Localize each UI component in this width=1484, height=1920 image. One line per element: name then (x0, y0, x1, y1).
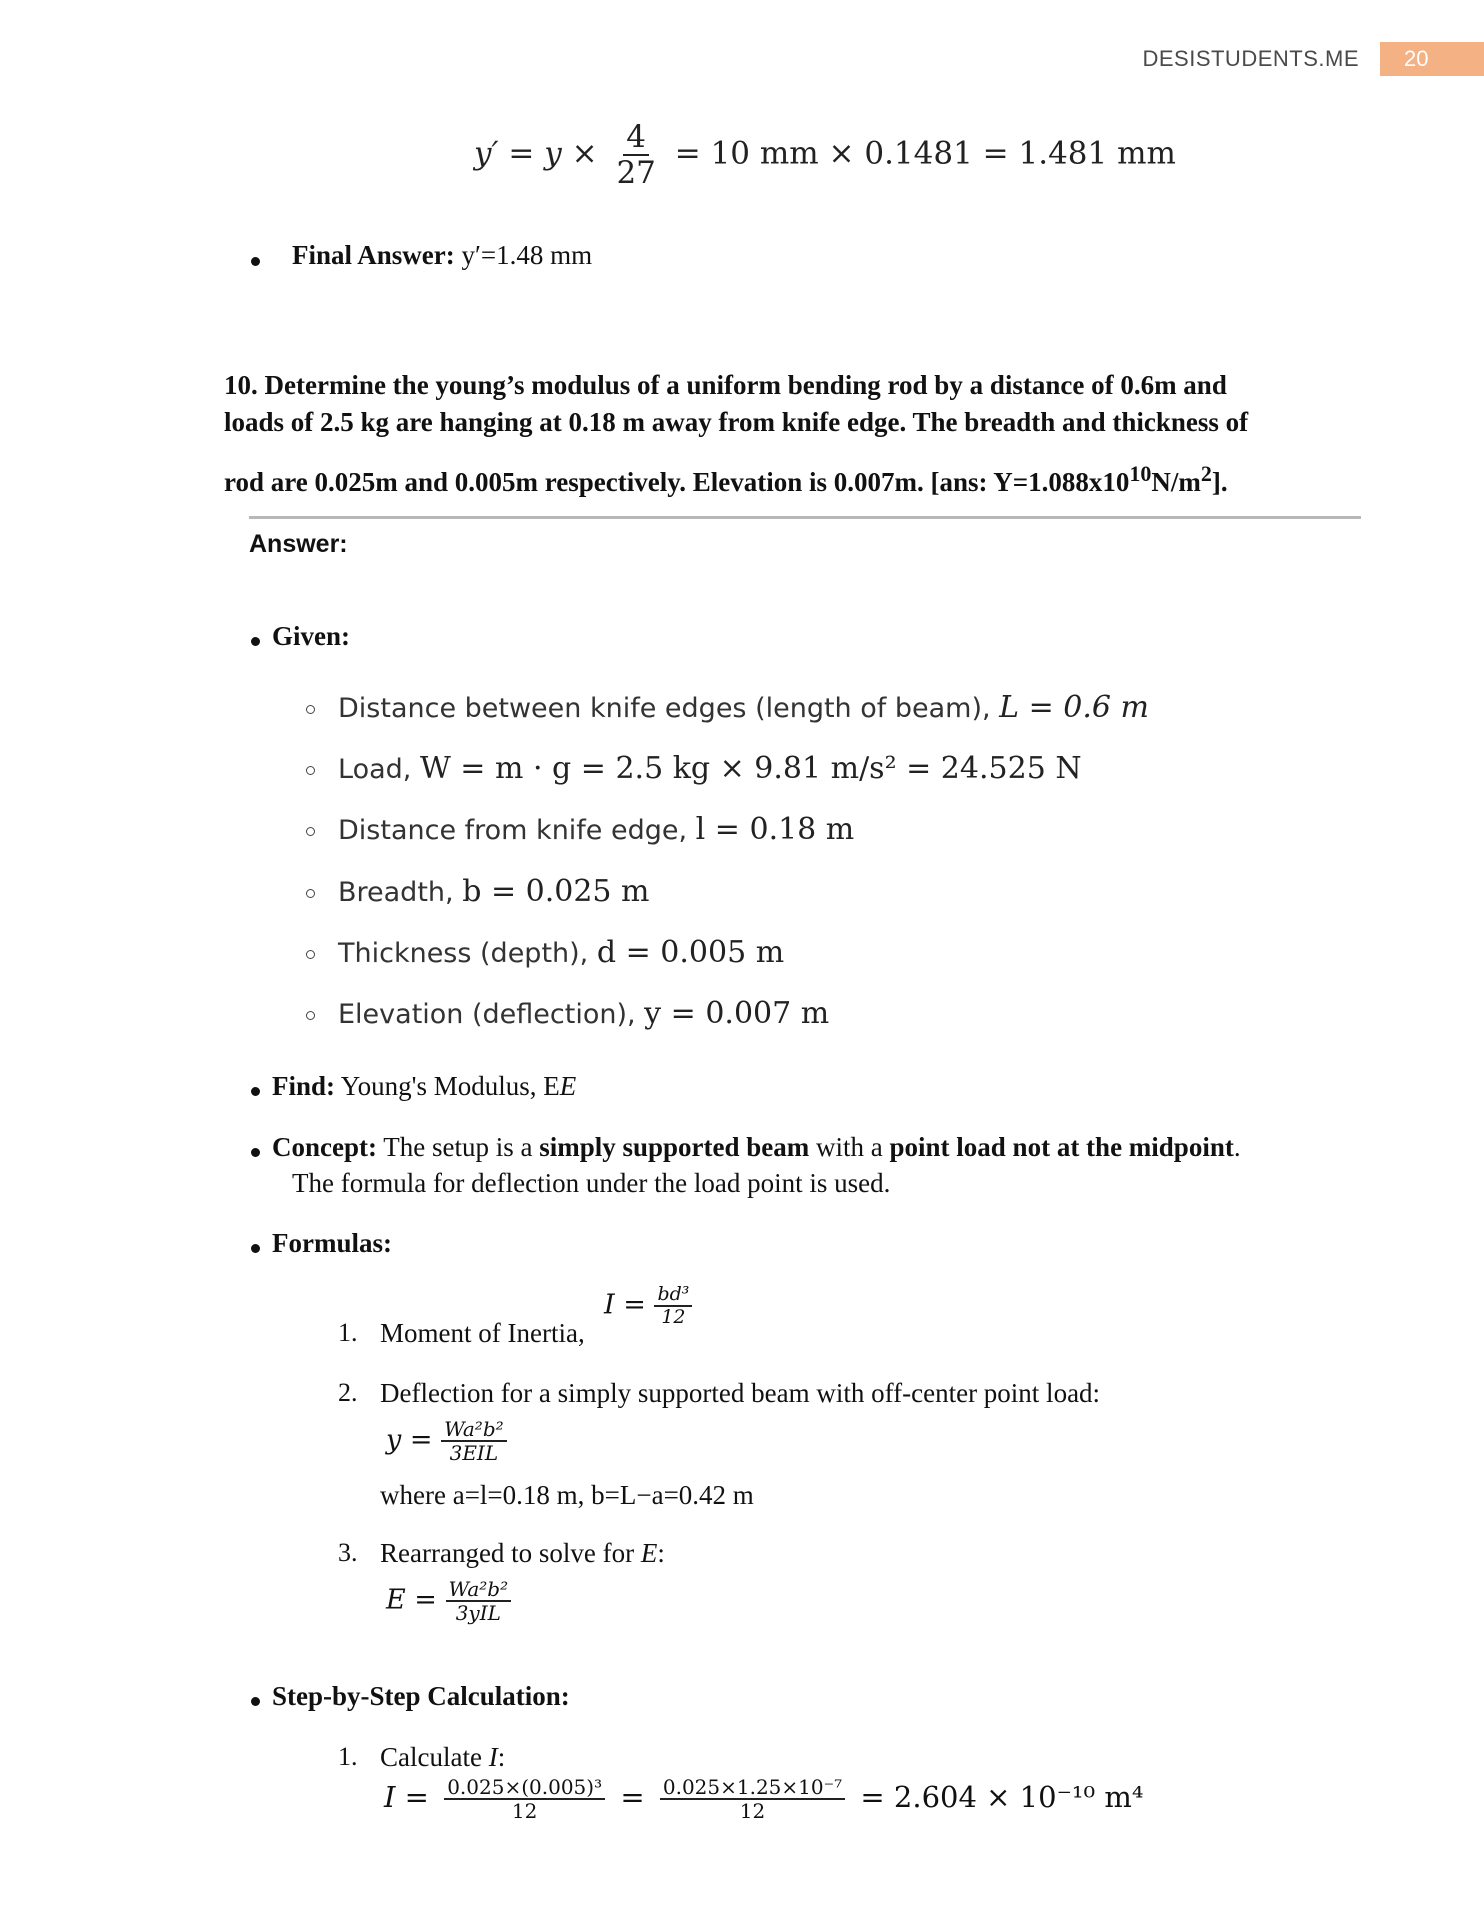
concept-line (272, 1132, 1241, 1163)
divider (249, 516, 1361, 519)
fraction-denominator: 12 (511, 1799, 538, 1823)
formula-variable: E (640, 1538, 658, 1568)
given-item (338, 874, 649, 909)
site-name: DESISTUDENTS.ME (1142, 46, 1359, 71)
concept-label: Concept: (272, 1132, 377, 1162)
formula-text: Rearranged to solve for (380, 1538, 641, 1568)
bullet-icon (251, 257, 260, 266)
superscript: 10 (1129, 461, 1152, 486)
fraction-numerator: Wa²b² (441, 1418, 507, 1442)
fraction-numerator: bd³ (654, 1284, 692, 1307)
question-text-part: ]. (1211, 467, 1228, 497)
previous-equation (474, 120, 1176, 190)
circle-bullet-icon (306, 1011, 315, 1020)
formula-fraction (441, 1418, 507, 1464)
given-item (338, 751, 1082, 786)
concept-text: . (1233, 1132, 1241, 1162)
circle-bullet-icon (306, 889, 315, 898)
concept-line-2: The formula for deflection under the load point is used. (292, 1168, 891, 1198)
formula-3-math (386, 1578, 511, 1624)
concept-bold: simply supported beam (539, 1132, 810, 1162)
circle-bullet-icon (306, 705, 315, 714)
formula-lhs: y = (386, 1424, 433, 1456)
find-variable: E (559, 1071, 577, 1101)
concept-bold: point load not at the midpoint (889, 1132, 1234, 1162)
fraction-numerator: 0.025×(0.005)³ (444, 1776, 605, 1800)
given-item (338, 690, 1149, 725)
formula-lhs: E = (386, 1584, 437, 1616)
find-label: Find: (272, 1071, 336, 1101)
formula-1-text: Moment of Inertia, (380, 1318, 585, 1348)
given-item-math: d = 0.005 m (596, 935, 785, 970)
formula-fraction (446, 1578, 512, 1624)
question-text-part: N/m (1151, 467, 1201, 497)
list-number: 1. (338, 1742, 358, 1771)
formulas-label: Formulas: (272, 1228, 392, 1258)
given-item (338, 935, 784, 970)
question-text-part: rod are 0.025m and 0.005m respectively. Elevation is 0.007m. [ans: Y=1.088x10 (224, 467, 1130, 497)
question-line: 10. Determine the young’s modulus of a uniform bending rod by a distance of 0.6m and (224, 370, 1227, 400)
given-item-text: Breadth, (338, 877, 463, 908)
step-1-math (384, 1776, 1143, 1822)
page-number-badge: 20 (1380, 42, 1484, 76)
bullet-icon (251, 1087, 260, 1096)
formula-1-math (604, 1284, 692, 1328)
concept-text: The setup is a (376, 1132, 540, 1162)
given-item-math: b = 0.025 m (462, 874, 650, 909)
question-line (224, 455, 1334, 501)
formula-2-text: Deflection for a simply supported beam with off-center point load: (380, 1378, 1101, 1408)
question-line: loads of 2.5 kg are hanging at 0.18 m away from knife edge. The breadth and thickness of (224, 407, 1249, 437)
given-item-math: W = m · g = 2.5 kg × 9.81 m/s² = 24.525 N (419, 751, 1082, 786)
fraction-numerator: 0.025×1.25×10⁻⁷ (660, 1776, 845, 1800)
final-answer-value: y′=1.48 mm (454, 240, 593, 270)
list-number: 1. (338, 1318, 358, 1347)
formula-2-where: where a=l=0.18 m, b=L−a=0.42 m (380, 1480, 754, 1510)
formula-lhs: I = (604, 1289, 646, 1321)
circle-bullet-icon (306, 950, 315, 959)
given-item-math: l = 0.18 m (695, 812, 855, 847)
question-text (224, 367, 1334, 501)
find-line (272, 1071, 576, 1102)
equals-sign: = (620, 1780, 645, 1814)
step-fraction (660, 1776, 845, 1822)
list-number: 2. (338, 1378, 358, 1407)
step-fraction (444, 1776, 605, 1822)
list-number: 3. (338, 1538, 358, 1567)
fraction-denominator: 12 (739, 1799, 766, 1823)
equation-rhs: = 10 mm × 0.1481 = 1.481 mm (674, 135, 1176, 172)
formula-text: : (657, 1538, 665, 1568)
find-text: Young's Modulus, E (335, 1071, 560, 1101)
step-variable: I (488, 1742, 498, 1772)
fraction-denominator: 27 (616, 155, 656, 192)
fraction-denominator: 3yIL (455, 1601, 501, 1625)
step-rhs: = 2.604 × 10⁻¹⁰ m⁴ (860, 1780, 1144, 1814)
given-item-text: Load, (338, 754, 420, 785)
step-text: Calculate (380, 1742, 489, 1772)
bullet-icon (251, 637, 260, 646)
step-1-text (380, 1742, 505, 1773)
bullet-icon (251, 1148, 260, 1157)
formula-3-text (380, 1538, 665, 1569)
fraction-denominator: 3EIL (449, 1441, 499, 1465)
formula-2-math (386, 1418, 507, 1464)
given-item-text: Thickness (depth), (338, 938, 597, 969)
concept-text: with a (809, 1132, 890, 1162)
given-item (338, 996, 829, 1031)
equation-fraction (613, 120, 658, 190)
final-answer (292, 240, 592, 271)
bullet-icon (251, 1244, 260, 1253)
superscript: 2 (1200, 461, 1212, 486)
given-item-text: Distance from knife edge, (338, 815, 696, 846)
circle-bullet-icon (306, 827, 315, 836)
formula-fraction (654, 1284, 692, 1328)
fraction-denominator: 12 (661, 1305, 686, 1328)
given-item-math: y = 0.007 m (644, 996, 830, 1031)
final-answer-label: Final Answer: (292, 240, 455, 270)
step-text: : (497, 1742, 506, 1772)
bullet-icon (251, 1697, 260, 1706)
equation-lhs: y′ = y × (474, 135, 598, 172)
circle-bullet-icon (306, 766, 315, 775)
given-item-text: Elevation (deflection), (338, 999, 645, 1030)
given-item-math: L = 0.6 m (999, 690, 1149, 725)
step-lhs: I = (384, 1780, 429, 1814)
given-item-text: Distance between knife edges (length of beam), (338, 693, 1000, 724)
given-label: Given: (272, 621, 350, 651)
answer-label: Answer: (249, 530, 348, 558)
fraction-numerator: Wa²b² (446, 1578, 512, 1602)
fraction-numerator: 4 (623, 120, 649, 156)
given-item (338, 812, 854, 847)
steps-label: Step-by-Step Calculation: (272, 1681, 570, 1711)
